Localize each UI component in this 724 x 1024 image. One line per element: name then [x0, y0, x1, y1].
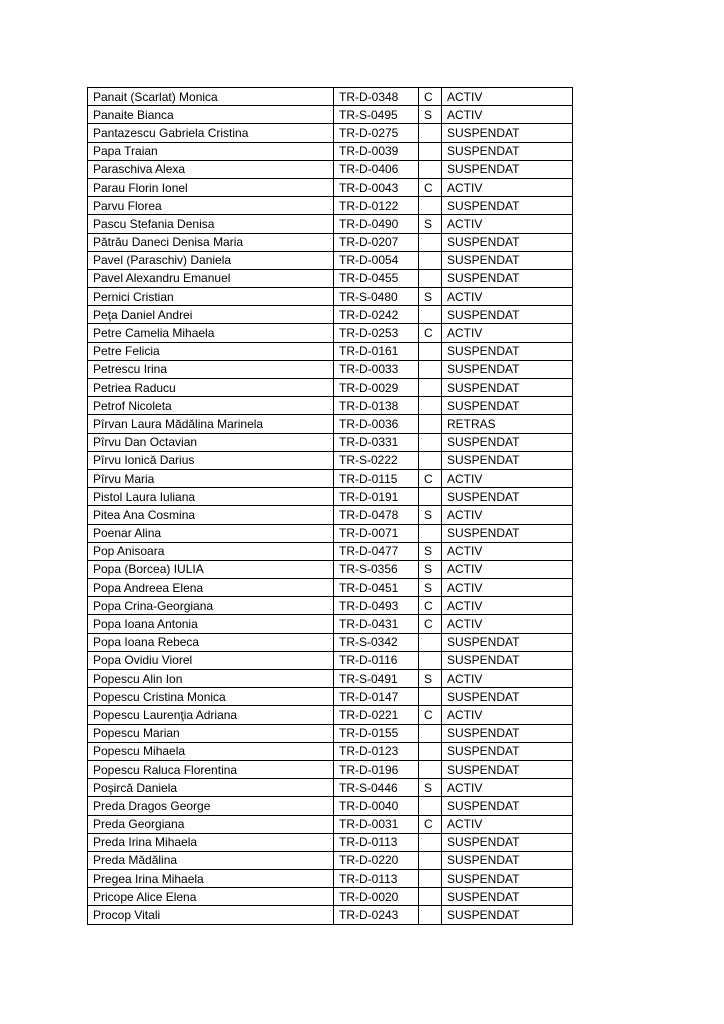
table-row — [88, 160, 573, 178]
status-cell: ACTIV — [442, 579, 573, 597]
person-name-cell: Popa Ioana Antonia — [88, 615, 334, 633]
type-marker-cell: C — [419, 324, 442, 342]
registration-code-cell: TR-S-0446 — [334, 779, 419, 797]
person-name-cell: Popescu Marian — [88, 724, 334, 742]
type-marker-cell — [419, 888, 442, 906]
type-marker-cell — [419, 160, 442, 178]
type-marker-cell — [419, 233, 442, 251]
registration-code-cell: TR-S-0222 — [334, 451, 419, 469]
type-marker-cell: S — [419, 106, 442, 124]
person-name-cell: Panait (Scarlat) Monica — [88, 88, 334, 106]
status-cell: ACTIV — [442, 542, 573, 560]
registration-code-cell: TR-D-0275 — [334, 124, 419, 142]
table-row — [88, 433, 573, 451]
table-row — [88, 633, 573, 651]
person-name-cell: Petriea Raducu — [88, 379, 334, 397]
table-row — [88, 379, 573, 397]
registration-code-cell: TR-D-0039 — [334, 142, 419, 160]
person-name-cell: Parvu Florea — [88, 197, 334, 215]
status-cell: ACTIV — [442, 215, 573, 233]
person-name-cell: Popescu Mihaela — [88, 742, 334, 760]
type-marker-cell: C — [419, 88, 442, 106]
person-name-cell: Paraschiva Alexa — [88, 160, 334, 178]
type-marker-cell — [419, 269, 442, 287]
status-cell: SUSPENDAT — [442, 742, 573, 760]
registration-code-cell: TR-D-0451 — [334, 579, 419, 597]
registration-code-cell: TR-S-0491 — [334, 670, 419, 688]
status-cell: SUSPENDAT — [442, 488, 573, 506]
table-row — [88, 288, 573, 306]
registry-table-body — [88, 88, 573, 925]
type-marker-cell — [419, 360, 442, 378]
table-row — [88, 306, 573, 324]
person-name-cell: Poşircă Daniela — [88, 779, 334, 797]
table-row — [88, 124, 573, 142]
table-row — [88, 197, 573, 215]
person-name-cell: Petre Camelia Mihaela — [88, 324, 334, 342]
status-cell: ACTIV — [442, 178, 573, 196]
status-cell: SUSPENDAT — [442, 524, 573, 542]
registration-code-cell: TR-D-0348 — [334, 88, 419, 106]
table-row — [88, 688, 573, 706]
type-marker-cell — [419, 633, 442, 651]
table-row — [88, 760, 573, 778]
person-name-cell: Preda Irina Mihaela — [88, 833, 334, 851]
table-row — [88, 342, 573, 360]
registration-code-cell: TR-D-0406 — [334, 160, 419, 178]
registration-code-cell: TR-D-0043 — [334, 178, 419, 196]
registration-code-cell: TR-D-0242 — [334, 306, 419, 324]
table-row — [88, 560, 573, 578]
person-name-cell: Preda Dragos George — [88, 797, 334, 815]
person-name-cell: Poenar Alina — [88, 524, 334, 542]
type-marker-cell — [419, 833, 442, 851]
person-name-cell: Pascu Stefania Denisa — [88, 215, 334, 233]
table-row — [88, 615, 573, 633]
table-row — [88, 870, 573, 888]
status-cell: SUSPENDAT — [442, 888, 573, 906]
registration-code-cell: TR-D-0122 — [334, 197, 419, 215]
person-name-cell: Pătrău Daneci Denisa Maria — [88, 233, 334, 251]
registration-code-cell: TR-D-0243 — [334, 906, 419, 924]
status-cell: ACTIV — [442, 88, 573, 106]
status-cell: RETRAS — [442, 415, 573, 433]
registration-code-cell: TR-D-0155 — [334, 724, 419, 742]
status-cell: ACTIV — [442, 506, 573, 524]
status-cell: ACTIV — [442, 106, 573, 124]
table-row — [88, 269, 573, 287]
status-cell: ACTIV — [442, 706, 573, 724]
person-name-cell: Pîrvu Maria — [88, 469, 334, 487]
table-row — [88, 415, 573, 433]
person-name-cell: Pregea Irina Mihaela — [88, 870, 334, 888]
table-row — [88, 88, 573, 106]
registration-code-cell: TR-D-0113 — [334, 870, 419, 888]
person-name-cell: Papa Traian — [88, 142, 334, 160]
registration-code-cell: TR-D-0020 — [334, 888, 419, 906]
registration-code-cell: TR-D-0033 — [334, 360, 419, 378]
status-cell: SUSPENDAT — [442, 142, 573, 160]
table-row — [88, 597, 573, 615]
person-name-cell: Parau Florin Ionel — [88, 178, 334, 196]
type-marker-cell — [419, 306, 442, 324]
status-cell: SUSPENDAT — [442, 906, 573, 924]
status-cell: ACTIV — [442, 288, 573, 306]
registration-code-cell: TR-S-0356 — [334, 560, 419, 578]
person-name-cell: Popescu Cristina Monica — [88, 688, 334, 706]
registration-code-cell: TR-D-0191 — [334, 488, 419, 506]
status-cell: SUSPENDAT — [442, 342, 573, 360]
table-row — [88, 178, 573, 196]
person-name-cell: Pantazescu Gabriela Cristina — [88, 124, 334, 142]
type-marker-cell — [419, 851, 442, 869]
registration-code-cell: TR-D-0116 — [334, 651, 419, 669]
type-marker-cell: S — [419, 215, 442, 233]
table-row — [88, 251, 573, 269]
registration-code-cell: TR-D-0031 — [334, 815, 419, 833]
table-row — [88, 233, 573, 251]
type-marker-cell: C — [419, 615, 442, 633]
status-cell: SUSPENDAT — [442, 451, 573, 469]
registration-code-cell: TR-D-0040 — [334, 797, 419, 815]
table-row — [88, 106, 573, 124]
type-marker-cell: S — [419, 542, 442, 560]
status-cell: ACTIV — [442, 815, 573, 833]
type-marker-cell — [419, 197, 442, 215]
table-row — [88, 542, 573, 560]
type-marker-cell: S — [419, 560, 442, 578]
table-row — [88, 906, 573, 924]
type-marker-cell: S — [419, 670, 442, 688]
status-cell: SUSPENDAT — [442, 760, 573, 778]
type-marker-cell: C — [419, 469, 442, 487]
status-cell: SUSPENDAT — [442, 233, 573, 251]
type-marker-cell: S — [419, 779, 442, 797]
type-marker-cell — [419, 870, 442, 888]
table-row — [88, 579, 573, 597]
status-cell: SUSPENDAT — [442, 360, 573, 378]
registration-code-cell: TR-D-0113 — [334, 833, 419, 851]
person-name-cell: Petrescu Irina — [88, 360, 334, 378]
table-row — [88, 670, 573, 688]
registry-table — [87, 87, 573, 925]
status-cell: SUSPENDAT — [442, 433, 573, 451]
type-marker-cell: C — [419, 178, 442, 196]
person-name-cell: Peţa Daniel Andrei — [88, 306, 334, 324]
status-cell: SUSPENDAT — [442, 379, 573, 397]
table-row — [88, 397, 573, 415]
person-name-cell: Pop Anisoara — [88, 542, 334, 560]
type-marker-cell — [419, 797, 442, 815]
status-cell: SUSPENDAT — [442, 269, 573, 287]
person-name-cell: Popa Ovidiu Viorel — [88, 651, 334, 669]
registration-code-cell: TR-D-0221 — [334, 706, 419, 724]
person-name-cell: Pricope Alice Elena — [88, 888, 334, 906]
type-marker-cell — [419, 433, 442, 451]
type-marker-cell — [419, 724, 442, 742]
table-row — [88, 724, 573, 742]
status-cell: SUSPENDAT — [442, 688, 573, 706]
registration-code-cell: TR-D-0455 — [334, 269, 419, 287]
status-cell: ACTIV — [442, 670, 573, 688]
person-name-cell: Panaite Bianca — [88, 106, 334, 124]
table-row — [88, 488, 573, 506]
registration-code-cell: TR-D-0490 — [334, 215, 419, 233]
type-marker-cell — [419, 651, 442, 669]
person-name-cell: Popescu Raluca Florentina — [88, 760, 334, 778]
type-marker-cell — [419, 688, 442, 706]
table-row — [88, 506, 573, 524]
status-cell: ACTIV — [442, 469, 573, 487]
registration-code-cell: TR-D-0054 — [334, 251, 419, 269]
person-name-cell: Popa Ioana Rebeca — [88, 633, 334, 651]
type-marker-cell: C — [419, 706, 442, 724]
type-marker-cell — [419, 342, 442, 360]
table-row — [88, 215, 573, 233]
type-marker-cell — [419, 906, 442, 924]
person-name-cell: Pernici Cristian — [88, 288, 334, 306]
type-marker-cell: S — [419, 288, 442, 306]
person-name-cell: Procop Vitali — [88, 906, 334, 924]
person-name-cell: Pavel Alexandru Emanuel — [88, 269, 334, 287]
registration-code-cell: TR-D-0138 — [334, 397, 419, 415]
status-cell: SUSPENDAT — [442, 833, 573, 851]
type-marker-cell — [419, 760, 442, 778]
person-name-cell: Pistol Laura Iuliana — [88, 488, 334, 506]
status-cell: ACTIV — [442, 615, 573, 633]
type-marker-cell — [419, 379, 442, 397]
table-row — [88, 324, 573, 342]
table-row — [88, 888, 573, 906]
status-cell: SUSPENDAT — [442, 651, 573, 669]
table-row — [88, 651, 573, 669]
status-cell: SUSPENDAT — [442, 633, 573, 651]
status-cell: SUSPENDAT — [442, 306, 573, 324]
status-cell: SUSPENDAT — [442, 851, 573, 869]
person-name-cell: Preda Mădălina — [88, 851, 334, 869]
registration-code-cell: TR-D-0478 — [334, 506, 419, 524]
status-cell: SUSPENDAT — [442, 160, 573, 178]
registration-code-cell: TR-D-0123 — [334, 742, 419, 760]
status-cell: ACTIV — [442, 597, 573, 615]
status-cell: SUSPENDAT — [442, 251, 573, 269]
status-cell: ACTIV — [442, 560, 573, 578]
registration-code-cell: TR-D-0207 — [334, 233, 419, 251]
registration-code-cell: TR-D-0071 — [334, 524, 419, 542]
person-name-cell: Pîrvu Ionică Darius — [88, 451, 334, 469]
table-row — [88, 779, 573, 797]
person-name-cell: Preda Georgiana — [88, 815, 334, 833]
registration-code-cell: TR-D-0493 — [334, 597, 419, 615]
table-row — [88, 360, 573, 378]
table-row — [88, 524, 573, 542]
type-marker-cell — [419, 142, 442, 160]
registration-code-cell: TR-D-0331 — [334, 433, 419, 451]
type-marker-cell — [419, 397, 442, 415]
type-marker-cell: S — [419, 506, 442, 524]
person-name-cell: Popa Andreea Elena — [88, 579, 334, 597]
table-row — [88, 851, 573, 869]
person-name-cell: Pîrvan Laura Mădălina Marinela — [88, 415, 334, 433]
table-row — [88, 833, 573, 851]
person-name-cell: Pitea Ana Cosmina — [88, 506, 334, 524]
registration-code-cell: TR-D-0253 — [334, 324, 419, 342]
registration-code-cell: TR-S-0342 — [334, 633, 419, 651]
registration-code-cell: TR-D-0147 — [334, 688, 419, 706]
type-marker-cell — [419, 415, 442, 433]
status-cell: SUSPENDAT — [442, 397, 573, 415]
registration-code-cell: TR-D-0431 — [334, 615, 419, 633]
type-marker-cell — [419, 251, 442, 269]
registration-code-cell: TR-D-0161 — [334, 342, 419, 360]
person-name-cell: Pîrvu Dan Octavian — [88, 433, 334, 451]
status-cell: ACTIV — [442, 779, 573, 797]
type-marker-cell: C — [419, 597, 442, 615]
table-row — [88, 742, 573, 760]
registration-code-cell: TR-D-0477 — [334, 542, 419, 560]
table-row — [88, 142, 573, 160]
status-cell: SUSPENDAT — [442, 724, 573, 742]
registration-code-cell: TR-D-0196 — [334, 760, 419, 778]
person-name-cell: Popescu Alin Ion — [88, 670, 334, 688]
table-row — [88, 815, 573, 833]
status-cell: ACTIV — [442, 324, 573, 342]
table-row — [88, 706, 573, 724]
status-cell: SUSPENDAT — [442, 870, 573, 888]
type-marker-cell — [419, 451, 442, 469]
type-marker-cell: C — [419, 815, 442, 833]
type-marker-cell — [419, 124, 442, 142]
table-row — [88, 797, 573, 815]
person-name-cell: Pavel (Paraschiv) Daniela — [88, 251, 334, 269]
registration-code-cell: TR-D-0220 — [334, 851, 419, 869]
status-cell: SUSPENDAT — [442, 197, 573, 215]
table-row — [88, 469, 573, 487]
registration-code-cell: TR-S-0480 — [334, 288, 419, 306]
person-name-cell: Popescu Laurenţia Adriana — [88, 706, 334, 724]
type-marker-cell: S — [419, 579, 442, 597]
person-name-cell: Popa Crina-Georgiana — [88, 597, 334, 615]
status-cell: SUSPENDAT — [442, 797, 573, 815]
registration-code-cell: TR-D-0029 — [334, 379, 419, 397]
type-marker-cell — [419, 524, 442, 542]
registration-code-cell: TR-D-0036 — [334, 415, 419, 433]
status-cell: SUSPENDAT — [442, 124, 573, 142]
registration-code-cell: TR-D-0115 — [334, 469, 419, 487]
type-marker-cell — [419, 488, 442, 506]
table-row — [88, 451, 573, 469]
person-name-cell: Petrof Nicoleta — [88, 397, 334, 415]
person-name-cell: Popa (Borcea) IULIA — [88, 560, 334, 578]
type-marker-cell — [419, 742, 442, 760]
person-name-cell: Petre Felicia — [88, 342, 334, 360]
registration-code-cell: TR-S-0495 — [334, 106, 419, 124]
